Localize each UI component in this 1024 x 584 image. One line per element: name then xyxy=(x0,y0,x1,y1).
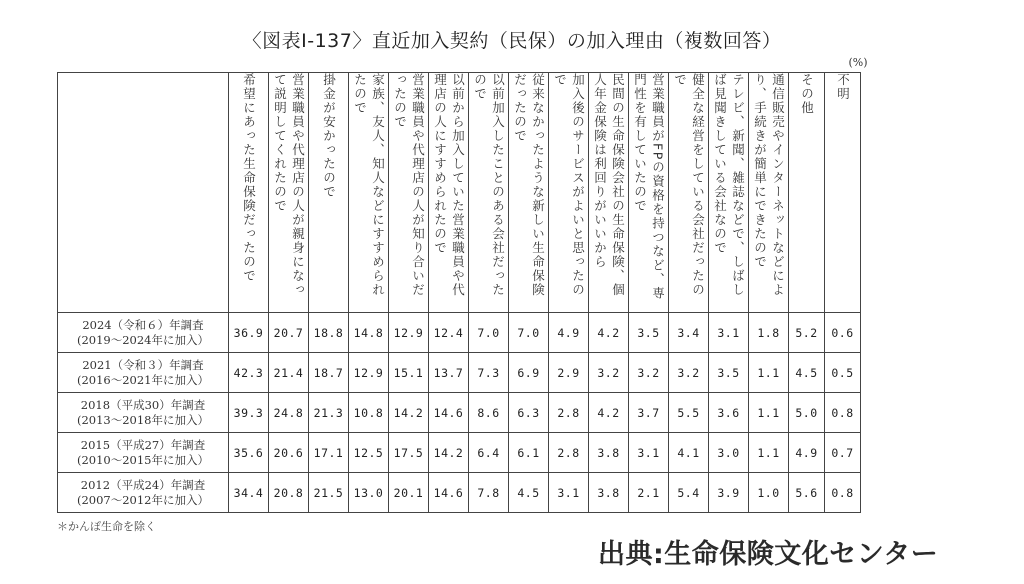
table-cell: 34.4 xyxy=(229,473,269,513)
table-cell: 14.2 xyxy=(389,393,429,433)
column-header: 加入後のサービスがよいと思ったので xyxy=(549,73,589,313)
table-cell: 21.4 xyxy=(269,353,309,393)
table-cell: 0.8 xyxy=(825,473,861,513)
table-cell: 3.8 xyxy=(589,433,629,473)
table-cell: 0.5 xyxy=(825,353,861,393)
table-cell: 4.2 xyxy=(589,393,629,433)
survey-table xyxy=(57,72,861,513)
row-label: 2012（平成24）年調査 (2007～2012年に加入） xyxy=(58,473,229,513)
table-cell: 0.8 xyxy=(825,393,861,433)
column-header: 希望にあった生命保険だったので xyxy=(229,73,269,313)
table-cell: 4.2 xyxy=(589,313,629,353)
row-label: 2015（平成27）年調査 (2010～2015年に加入） xyxy=(58,433,229,473)
table-row xyxy=(58,313,861,353)
table-cell: 24.8 xyxy=(269,393,309,433)
table-cell: 39.3 xyxy=(229,393,269,433)
table-cell: 4.5 xyxy=(509,473,549,513)
table-cell: 4.9 xyxy=(789,433,825,473)
footnote: ＊かんぽ生命を除く xyxy=(57,520,156,533)
table-cell: 3.2 xyxy=(669,353,709,393)
table-cell: 7.0 xyxy=(469,313,509,353)
table-cell: 10.8 xyxy=(349,393,389,433)
table-cell: 20.7 xyxy=(269,313,309,353)
table-cell: 3.7 xyxy=(629,393,669,433)
table-cell: 3.1 xyxy=(629,433,669,473)
column-header: その他 xyxy=(789,73,825,313)
table-cell: 14.6 xyxy=(429,473,469,513)
table-cell: 36.9 xyxy=(229,313,269,353)
table-cell: 3.5 xyxy=(629,313,669,353)
table-cell: 3.2 xyxy=(629,353,669,393)
table-cell: 42.3 xyxy=(229,353,269,393)
column-header: 以前加入したことのある会社だったので xyxy=(469,73,509,313)
column-header: 営業職員や代理店の人が親身になって説明してくれたので xyxy=(269,73,309,313)
table-cell: 3.6 xyxy=(709,393,749,433)
table-cell: 4.9 xyxy=(549,313,589,353)
table-cell: 12.9 xyxy=(389,313,429,353)
table-cell: 0.6 xyxy=(825,313,861,353)
column-header: 健全な経営をしている会社だったので xyxy=(669,73,709,313)
table-cell: 12.5 xyxy=(349,433,389,473)
table-cell: 1.8 xyxy=(749,313,789,353)
table-cell: 5.6 xyxy=(789,473,825,513)
table-cell: 6.4 xyxy=(469,433,509,473)
table-title: 〈図表Ⅰ-137〉直近加入契約（民保）の加入理由（複数回答） xyxy=(242,30,782,52)
row-label: 2021（令和３）年調査 (2016～2021年に加入） xyxy=(58,353,229,393)
column-header: 営業職員がFPの資格を持つなど、専門性を有していたので xyxy=(629,73,669,313)
table-cell: 5.4 xyxy=(669,473,709,513)
table-cell: 14.6 xyxy=(429,393,469,433)
table-cell: 17.5 xyxy=(389,433,429,473)
header-row xyxy=(58,73,861,313)
table-cell: 17.1 xyxy=(309,433,349,473)
table-cell: 7.8 xyxy=(469,473,509,513)
table-row xyxy=(58,473,861,513)
table-cell: 20.8 xyxy=(269,473,309,513)
table-cell: 2.8 xyxy=(549,393,589,433)
column-header: 家族、友人、知人などにすすめられたので xyxy=(349,73,389,313)
table-cell: 3.0 xyxy=(709,433,749,473)
table-cell: 13.0 xyxy=(349,473,389,513)
table-cell: 5.0 xyxy=(789,393,825,433)
column-header: 通信販売やインターネットなどにより、手続きが簡単にできたので xyxy=(749,73,789,313)
table-cell: 14.2 xyxy=(429,433,469,473)
row-label: 2024（令和６）年調査 (2019～2024年に加入） xyxy=(58,313,229,353)
column-header: 営業職員や代理店の人が知り合いだったので xyxy=(389,73,429,313)
table-cell: 7.3 xyxy=(469,353,509,393)
table-cell: 6.3 xyxy=(509,393,549,433)
table-cell: 13.7 xyxy=(429,353,469,393)
table-cell: 1.1 xyxy=(749,353,789,393)
table-cell: 3.9 xyxy=(709,473,749,513)
table-cell: 3.5 xyxy=(709,353,749,393)
table-cell: 1.1 xyxy=(749,433,789,473)
column-header: 以前から加入していた営業職員や代理店の人にすすめられたので xyxy=(429,73,469,313)
column-header: 不明 xyxy=(825,73,861,313)
table-cell: 5.5 xyxy=(669,393,709,433)
table-row xyxy=(58,393,861,433)
table-cell: 2.8 xyxy=(549,433,589,473)
row-label: 2018（平成30）年調査 (2013～2018年に加入） xyxy=(58,393,229,433)
table-cell: 3.4 xyxy=(669,313,709,353)
table-cell: 21.5 xyxy=(309,473,349,513)
table-row xyxy=(58,433,861,473)
table-cell: 3.1 xyxy=(549,473,589,513)
table-row xyxy=(58,353,861,393)
table-cell: 35.6 xyxy=(229,433,269,473)
source-credit: 出典:生命保険文化センター xyxy=(598,539,939,570)
table-cell: 1.0 xyxy=(749,473,789,513)
table-cell: 2.9 xyxy=(549,353,589,393)
table-cell: 0.7 xyxy=(825,433,861,473)
table-cell: 8.6 xyxy=(469,393,509,433)
table-cell: 6.9 xyxy=(509,353,549,393)
table-cell: 12.4 xyxy=(429,313,469,353)
table-cell: 21.3 xyxy=(309,393,349,433)
header-corner-cell xyxy=(58,73,229,313)
table-cell: 4.5 xyxy=(789,353,825,393)
column-header: 従来なかったような新しい生命保険だったので xyxy=(509,73,549,313)
table-cell: 12.9 xyxy=(349,353,389,393)
column-header: 民間の生命保険会社の生命保険、個人年金保険は利回りがいいから xyxy=(589,73,629,313)
table-cell: 20.1 xyxy=(389,473,429,513)
column-header: テレビ、新聞、雑誌などで、しばしば見聞きしている会社なので xyxy=(709,73,749,313)
table-cell: 18.7 xyxy=(309,353,349,393)
table-cell: 3.8 xyxy=(589,473,629,513)
table-cell: 7.0 xyxy=(509,313,549,353)
table-cell: 5.2 xyxy=(789,313,825,353)
table-cell: 4.1 xyxy=(669,433,709,473)
table-cell: 14.8 xyxy=(349,313,389,353)
table-cell: 18.8 xyxy=(309,313,349,353)
table-cell: 15.1 xyxy=(389,353,429,393)
table-cell: 3.1 xyxy=(709,313,749,353)
table-cell: 3.2 xyxy=(589,353,629,393)
column-header: 掛金が安かったので xyxy=(309,73,349,313)
table-cell: 2.1 xyxy=(629,473,669,513)
unit-label: (%) xyxy=(848,56,868,69)
table-cell: 1.1 xyxy=(749,393,789,433)
table-cell: 6.1 xyxy=(509,433,549,473)
table-cell: 20.6 xyxy=(269,433,309,473)
